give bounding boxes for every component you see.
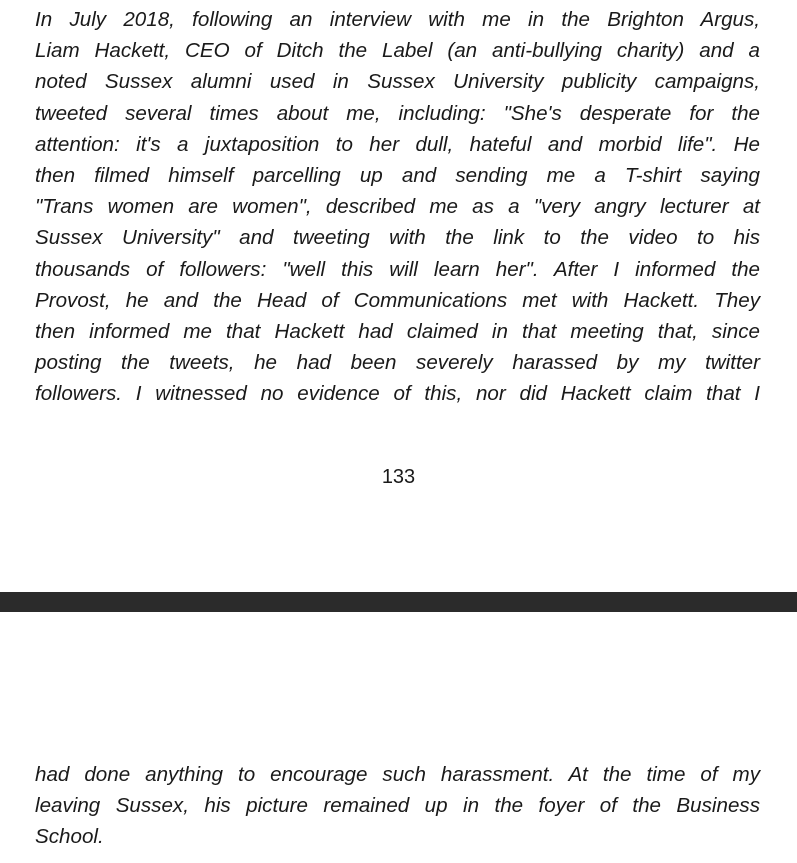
body-paragraph xyxy=(35,4,760,410)
text-line: School. xyxy=(35,825,104,849)
text-line: then filmed himself parcelling up and sending me a T-shirt saying xyxy=(35,164,760,188)
text-line: posting the tweets, he had been severely harassed by my twitter xyxy=(35,351,760,375)
document-page-lower xyxy=(0,612,797,863)
page-separator xyxy=(0,592,797,612)
text-line: leaving Sussex, his picture remained up in the foyer of the Business xyxy=(35,794,760,818)
text-line: Sussex University" and tweeting with the link to the video to his xyxy=(35,226,760,250)
text-line: then informed me that Hackett had claimed in that meeting that, since xyxy=(35,320,760,344)
text-line: Provost, he and the Head of Communications met with Hackett. They xyxy=(35,288,760,312)
text-line: attention: it's a juxtaposition to her dull, hateful and morbid life". He xyxy=(35,132,760,156)
body-paragraph-continued xyxy=(35,759,760,853)
page-number: 133 xyxy=(381,466,416,488)
text-line: thousands of followers: "well this will learn her". After I informed the xyxy=(35,257,760,281)
text-line: had done anything to encourage such harassment. At the time of my xyxy=(35,763,760,786)
text-line: In July 2018, following an interview with me in the Brighton Argus, xyxy=(35,8,760,31)
text-line: noted Sussex alumni used in Sussex University publicity campaigns, xyxy=(35,70,760,94)
text-line: "Trans women are women", described me as a "very angry lecturer at xyxy=(35,195,760,219)
text-line: tweeted several times about me, including: "She's desperate for the xyxy=(35,101,760,125)
text-line: Liam Hackett, CEO of Ditch the Label (an anti-bullying charity) and a xyxy=(35,39,760,63)
text-line: followers. I witnessed no evidence of this, nor did Hackett claim that I xyxy=(35,382,760,406)
